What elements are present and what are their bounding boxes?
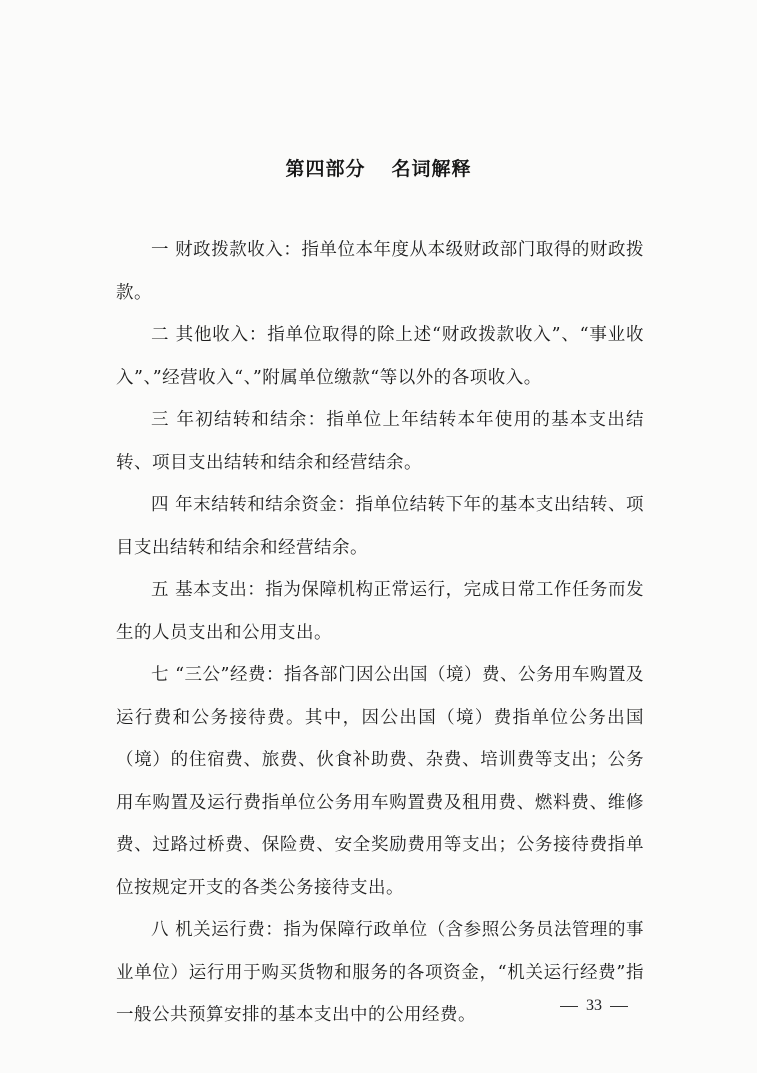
paragraph-fiscal-appropriation: 一 财政拨款收入：指单位本年度从本级财政部门取得的财政拨款。 — [116, 240, 644, 303]
paragraph-basic-expenditure: 五 基本支出：指为保障机构正常运行，完成日常工作任务而发生的人员支出和公用支出。 — [116, 580, 644, 643]
page-number-dash-left — [560, 1006, 578, 1007]
paragraph-opening-balance: 三 年初结转和结余：指单位上年结转本年使用的基本支出结转、项目支出结转和结余和经营结余。 — [116, 410, 644, 473]
paragraph-agency-operating-cost: 八 机关运行费：指为保障行政单位（含参照公务员法管理的事业单位）运行用于购买货物和服务的各项资金，“机关运行经费”指一般公共预算安排的基本支出中的公用经费。 — [116, 920, 644, 1025]
title-name: 名词解释 — [391, 158, 472, 180]
page-number — [560, 997, 628, 1015]
page-number-value: 33 — [586, 997, 602, 1014]
document-body — [116, 229, 644, 1037]
paragraph-three-public-expenses: 七 “三公”经费：指各部门因公出国（境）费、公务用车购置及运行费和公务接待费。其中，因公出国（境）费指单位公务出国（境）的住宿费、旅费、伙食补助费、杂费、培训费等支出；公务用车购置及运行费指单位公务用车购置费及租用费、燃料费、维修费、过路过桥费、保险费、安全奖励费用等支出；公务接待费指单位按规定开支的各类公务接待支出。 — [116, 665, 644, 898]
paragraph-closing-balance: 四 年末结转和结余资金：指单位结转下年的基本支出结转、项目支出结转和结余和经营结余。 — [116, 495, 644, 558]
page-title — [0, 154, 757, 181]
title-part: 第四部分 — [285, 158, 366, 180]
page-number-dash-right — [610, 1006, 628, 1007]
paragraph-other-income: 二 其他收入：指单位取得的除上述“财政拨款收入”、“事业收入”、”经营收入“、”附属单位缴款“等以外的各项收入。 — [116, 325, 644, 388]
